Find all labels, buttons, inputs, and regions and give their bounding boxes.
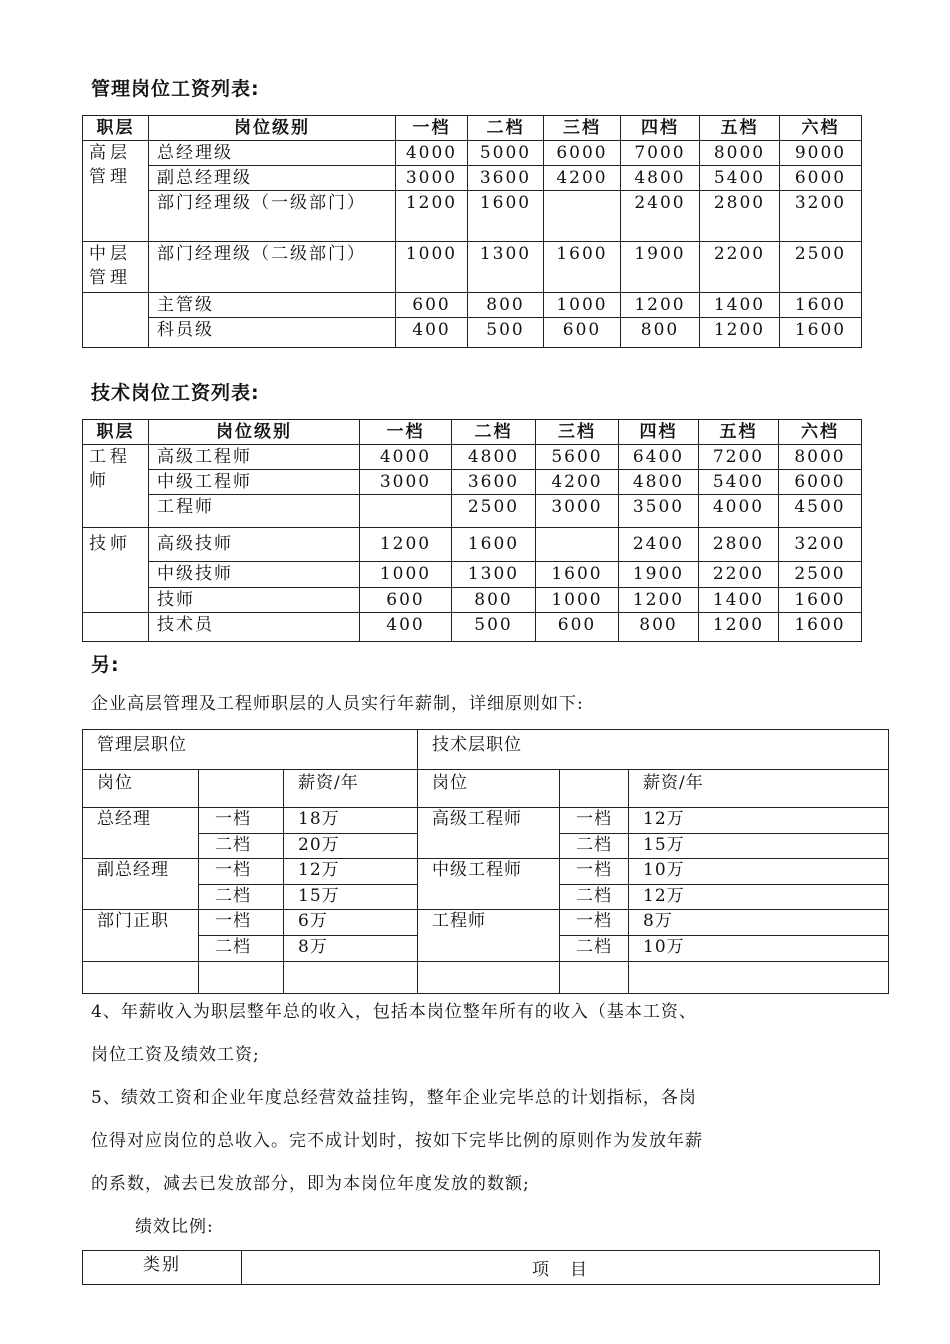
cell: 4500: [779, 495, 862, 528]
tier-label: 一档: [560, 808, 629, 834]
col-header: 五档: [700, 116, 780, 141]
table-row: [83, 318, 862, 348]
cell: 600: [396, 293, 468, 318]
cell: 1300: [468, 242, 544, 293]
cell: 3200: [780, 191, 862, 242]
paragraph-5-line3: 的系数，减去已发放部分，即为本岗位年度发放的数额;: [91, 1174, 530, 1194]
tier-label: 二档: [560, 834, 629, 859]
cell: 6400: [619, 445, 699, 470]
cell: 4000: [360, 445, 452, 470]
cell: 1000: [536, 588, 619, 613]
salary-value: 15万: [629, 834, 889, 859]
cell: 1200: [621, 293, 700, 318]
performance-table: [82, 1250, 880, 1285]
col-header: 四档: [619, 420, 699, 445]
col-header-item: 项 目: [242, 1251, 880, 1285]
paragraph-5-line2: 位得对应岗位的总收入。完不成计划时，按如下完毕比例的原则作为发放年薪: [91, 1131, 703, 1151]
tier-label: 一档: [560, 859, 629, 885]
empty-cell: [284, 962, 418, 994]
cell: 2400: [619, 528, 699, 562]
post-level: 工程师: [149, 495, 360, 528]
cell: 1400: [699, 588, 779, 613]
col-header: 六档: [780, 116, 862, 141]
cell: 2400: [621, 191, 700, 242]
cell: 1400: [700, 293, 780, 318]
col-header: 三档: [544, 116, 621, 141]
salary-value: 10万: [629, 936, 889, 962]
cell: 1600: [779, 613, 862, 642]
annual-salary-table: [82, 729, 889, 994]
cell: 1600: [779, 588, 862, 613]
col-header: 四档: [621, 116, 700, 141]
group-label: 技师: [83, 528, 149, 613]
cell: 800: [468, 293, 544, 318]
cell: 6000: [544, 141, 621, 166]
salary-value: 8万: [629, 910, 889, 936]
cell: 800: [452, 588, 536, 613]
also-heading: 另:: [91, 654, 120, 676]
table-row: [83, 962, 889, 994]
cell: 2800: [699, 528, 779, 562]
cell: 9000: [780, 141, 862, 166]
cell: 600: [360, 588, 452, 613]
cell: 3200: [779, 528, 862, 562]
cell: 4200: [544, 166, 621, 191]
salary-value: 12万: [629, 808, 889, 834]
cell: 6000: [780, 166, 862, 191]
col-header: 薪资/年: [284, 770, 418, 808]
cell: 3600: [468, 166, 544, 191]
post-level: 技术员: [149, 613, 360, 642]
cell: 1200: [396, 191, 468, 242]
table-row: [83, 859, 889, 885]
cell: 600: [544, 318, 621, 348]
tier-label: 一档: [199, 910, 284, 936]
cell: 400: [360, 613, 452, 642]
intro-paragraph: 企业高层管理及工程师职层的人员实行年薪制，详细原则如下:: [91, 694, 584, 714]
col-header: 二档: [452, 420, 536, 445]
cell: 2500: [780, 242, 862, 293]
cell: 4800: [621, 166, 700, 191]
group-label: 中层管理: [83, 242, 149, 293]
table-row: [83, 191, 862, 242]
tier-label: 二档: [199, 936, 284, 962]
performance-ratio-label: 绩效比例:: [135, 1217, 214, 1237]
tech-salary-table: [82, 419, 862, 642]
cell: 1300: [452, 562, 536, 588]
cell: 2200: [699, 562, 779, 588]
cell: 4000: [699, 495, 779, 528]
col-header: 二档: [468, 116, 544, 141]
table-row: [83, 562, 862, 588]
tier-label: 一档: [199, 808, 284, 834]
tier-label: 二档: [199, 885, 284, 910]
col-header: 职层: [83, 116, 149, 141]
empty-cell: [83, 293, 149, 348]
post-level: 中级工程师: [149, 470, 360, 495]
cell: 3600: [452, 470, 536, 495]
col-header-category: 类别: [83, 1251, 242, 1285]
cell: 1200: [700, 318, 780, 348]
empty-cell: [199, 962, 284, 994]
paragraph-4-line2: 岗位工资及绩效工资;: [91, 1045, 260, 1065]
cell: 1900: [621, 242, 700, 293]
cell: 1000: [544, 293, 621, 318]
table-row: [83, 445, 862, 470]
salary-value: 8万: [284, 936, 418, 962]
cell: 1200: [619, 588, 699, 613]
table-row: [83, 808, 889, 834]
col-header: 三档: [536, 420, 619, 445]
col-header: 岗位级别: [149, 116, 396, 141]
post-level: 副总经理级: [149, 166, 396, 191]
salary-value: 20万: [284, 834, 418, 859]
cell: 3500: [619, 495, 699, 528]
cell: 7000: [621, 141, 700, 166]
cell: [360, 495, 452, 528]
post-level: 中级技师: [149, 562, 360, 588]
post-level: 技师: [149, 588, 360, 613]
col-header: 岗位: [83, 770, 199, 808]
col-header: 一档: [360, 420, 452, 445]
salary-value: 12万: [284, 859, 418, 885]
post-level: 部门经理级（二级部门）: [149, 242, 396, 293]
cell: 2800: [700, 191, 780, 242]
cell: 3000: [360, 470, 452, 495]
tier-label: 二档: [560, 885, 629, 910]
cell: 8000: [779, 445, 862, 470]
cell: 5400: [699, 470, 779, 495]
table-row: [83, 528, 862, 562]
group-label: 高层管理: [83, 141, 149, 242]
col-header: 薪资/年: [629, 770, 889, 808]
empty-cell: [560, 962, 629, 994]
cell: 2500: [779, 562, 862, 588]
post-name: 部门正职: [83, 910, 199, 962]
cell: 1600: [452, 528, 536, 562]
post-name: 工程师: [418, 910, 560, 962]
post-level: 高级技师: [149, 528, 360, 562]
cell: 1600: [536, 562, 619, 588]
cell: 600: [536, 613, 619, 642]
table-row: [83, 141, 862, 166]
post-name: 总经理: [83, 808, 199, 859]
cell: 3000: [396, 166, 468, 191]
table-row: [83, 470, 862, 495]
group-label: 工程师: [83, 445, 149, 528]
empty-cell: [629, 962, 889, 994]
salary-value: 15万: [284, 885, 418, 910]
mgmt-section-header: 管理层职位: [83, 730, 418, 770]
cell: 5600: [536, 445, 619, 470]
cell: 1600: [780, 318, 862, 348]
empty-cell: [83, 613, 149, 642]
cell: 800: [619, 613, 699, 642]
cell: 4800: [452, 445, 536, 470]
tier-label: 一档: [560, 910, 629, 936]
salary-value: 10万: [629, 859, 889, 885]
cell: 500: [468, 318, 544, 348]
post-name: 高级工程师: [418, 808, 560, 859]
col-header: 职层: [83, 420, 149, 445]
cell: 3000: [536, 495, 619, 528]
tier-label: 一档: [199, 859, 284, 885]
cell: 800: [621, 318, 700, 348]
cell: 5000: [468, 141, 544, 166]
cell: 4800: [619, 470, 699, 495]
table-row: [83, 242, 862, 293]
cell: 1200: [360, 528, 452, 562]
cell: 1600: [544, 242, 621, 293]
salary-value: 12万: [629, 885, 889, 910]
mgmt-salary-table: [82, 115, 862, 348]
post-level: 总经理级: [149, 141, 396, 166]
table-row: [83, 613, 862, 642]
cell: 1600: [780, 293, 862, 318]
post-name: 中级工程师: [418, 859, 560, 910]
cell: 2500: [452, 495, 536, 528]
table-row: [83, 588, 862, 613]
empty-cell: [418, 962, 560, 994]
empty-cell: [560, 770, 629, 808]
post-level: 主管级: [149, 293, 396, 318]
post-level: 高级工程师: [149, 445, 360, 470]
cell: 500: [452, 613, 536, 642]
cell: 8000: [700, 141, 780, 166]
col-header: 一档: [396, 116, 468, 141]
salary-value: 6万: [284, 910, 418, 936]
post-level: 部门经理级（一级部门）: [149, 191, 396, 242]
table-row: [83, 910, 889, 936]
salary-value: 18万: [284, 808, 418, 834]
paragraph-4-line1: 4、年薪收入为职层整年总的收入，包括本岗位整年所有的收入（基本工资、: [91, 1002, 697, 1022]
tier-label: 二档: [560, 936, 629, 962]
table-row: [83, 293, 862, 318]
table-row: [83, 495, 862, 528]
empty-cell: [199, 770, 284, 808]
tier-label: 二档: [199, 834, 284, 859]
cell: [536, 528, 619, 562]
table-row: [83, 166, 862, 191]
cell: 1600: [468, 191, 544, 242]
cell: 5400: [700, 166, 780, 191]
tech-table-title: 技术岗位工资列表:: [91, 382, 260, 404]
col-header: 岗位: [418, 770, 560, 808]
cell: 7200: [699, 445, 779, 470]
paragraph-5-line1: 5、绩效工资和企业年度总经营效益挂钩，整年企业完毕总的计划指标，各岗: [91, 1088, 697, 1108]
cell: 6000: [779, 470, 862, 495]
cell: 1200: [699, 613, 779, 642]
post-name: 副总经理: [83, 859, 199, 910]
col-header: 六档: [779, 420, 862, 445]
mgmt-table-title: 管理岗位工资列表:: [91, 78, 260, 100]
cell: 400: [396, 318, 468, 348]
cell: 1000: [360, 562, 452, 588]
cell: 1900: [619, 562, 699, 588]
empty-cell: [83, 962, 199, 994]
post-level: 科员级: [149, 318, 396, 348]
cell: 2200: [700, 242, 780, 293]
cell: 4200: [536, 470, 619, 495]
col-header: 岗位级别: [149, 420, 360, 445]
cell: 1000: [396, 242, 468, 293]
tech-section-header: 技术层职位: [418, 730, 889, 770]
cell: [544, 191, 621, 242]
col-header: 五档: [699, 420, 779, 445]
cell: 4000: [396, 141, 468, 166]
